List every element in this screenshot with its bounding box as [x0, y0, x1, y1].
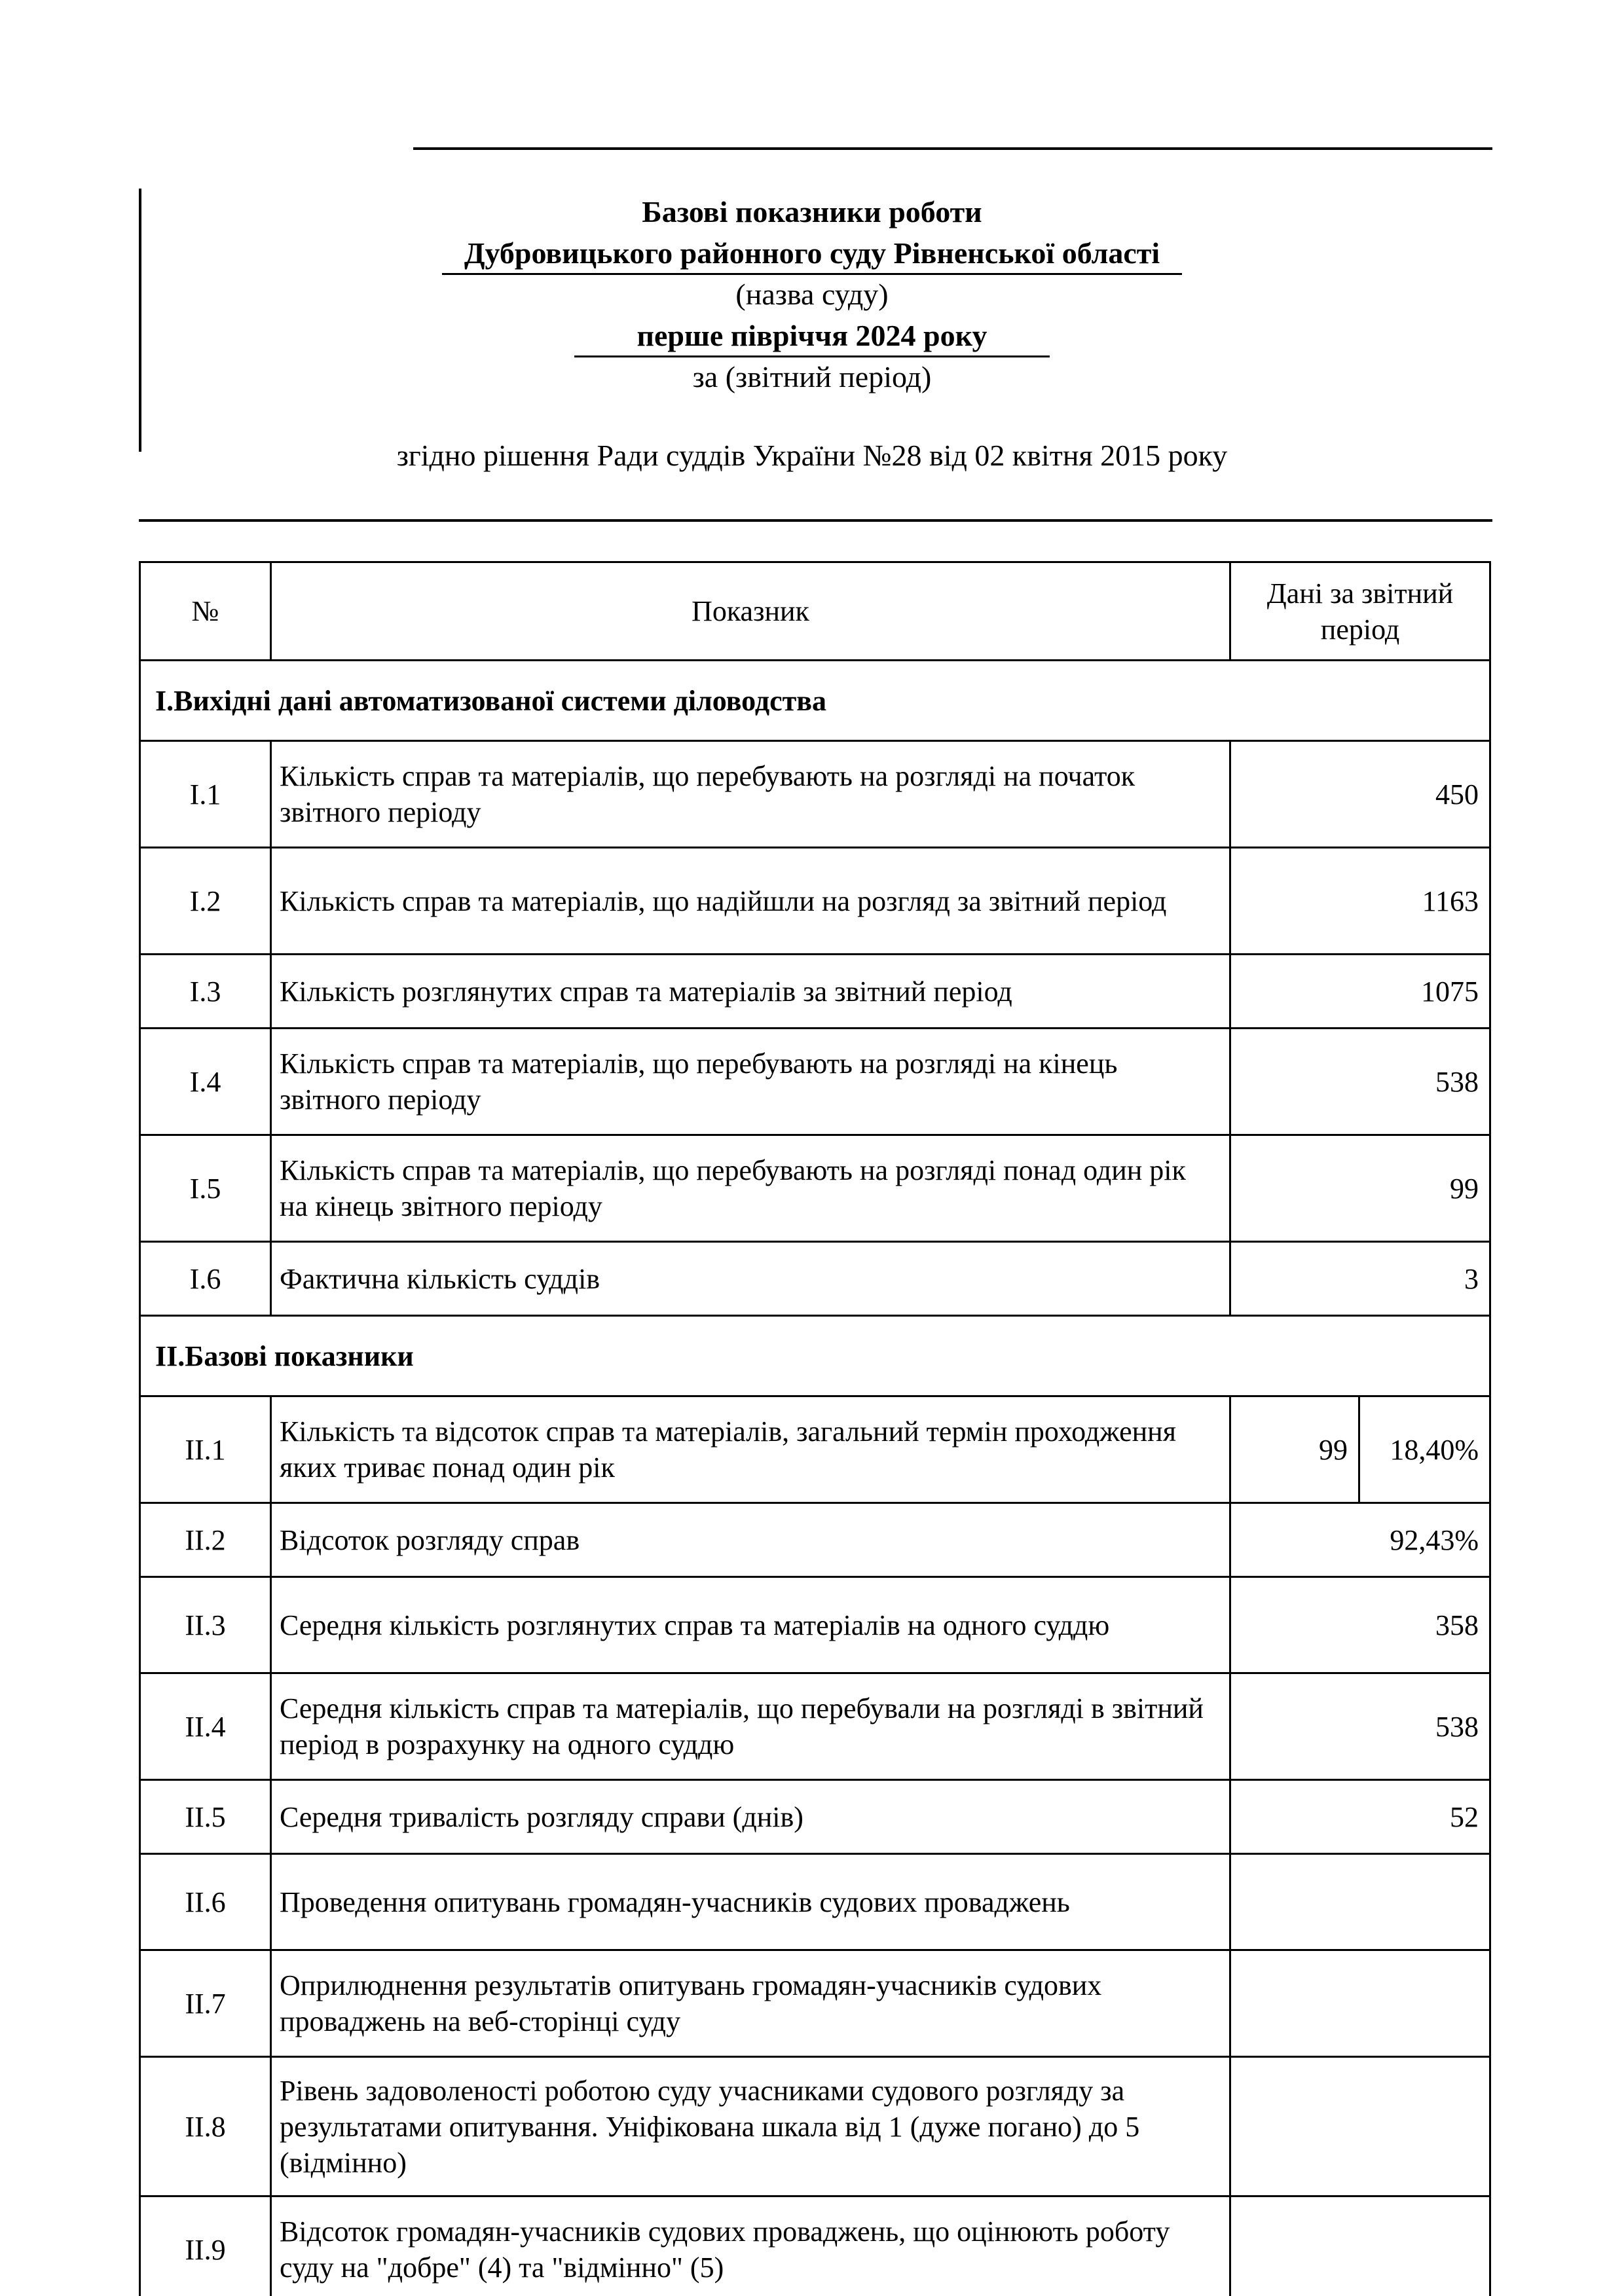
decision-note: згідно рішення Ради суддів України №28 від 02 квітня 2015 року: [396, 439, 1228, 472]
page-title: Базові показники роботи: [642, 195, 982, 228]
row-indicator: Рівень задоволеності роботою суду учасниками судового розгляду за результатами опитування. Уніфікована шкала від 1 (дуже погано) до 5 (відмінно): [271, 2057, 1230, 2196]
row-num: I.5: [140, 1135, 271, 1242]
indicators-table: [139, 561, 1491, 2296]
table-row: [140, 1396, 1490, 1503]
table-row: [140, 1503, 1490, 1577]
col-header-num: №: [140, 562, 271, 661]
row-num: II.6: [140, 1854, 271, 1950]
report-period-caption: за (звітний період): [692, 360, 932, 393]
row-indicator: Оприлюднення результатів опитувань громадян-учасників судових проваджень на веб-сторінці суду: [271, 1950, 1230, 2057]
row-indicator: Середня кількість справ та матеріалів, що перебували на розгляді в звітний період в розрахунку на одного суддю: [271, 1673, 1230, 1780]
row-indicator: Проведення опитувань громадян-учасників судових проваджень: [271, 1854, 1230, 1950]
table-row: [140, 955, 1490, 1029]
row-value: 358: [1230, 1577, 1490, 1673]
row-value: [1230, 2057, 1490, 2196]
row-value: 99: [1230, 1135, 1490, 1242]
row-indicator: Кількість справ та матеріалів, що перебувають на розгляді на початок звітного періоду: [271, 741, 1230, 848]
row-num: II.2: [140, 1503, 271, 1577]
row-num: II.9: [140, 2196, 271, 2296]
table-row: [140, 741, 1490, 848]
table-row: [140, 1854, 1490, 1950]
row-value: 538: [1230, 1673, 1490, 1780]
table-row: [140, 1673, 1490, 1780]
row-value-count: 99: [1230, 1396, 1359, 1503]
table-row: [140, 1242, 1490, 1316]
row-value: 3: [1230, 1242, 1490, 1316]
row-indicator: Кількість справ та матеріалів, що перебувають на розгляді понад один рік на кінець звітного періоду: [271, 1135, 1230, 1242]
table-header-row: [140, 562, 1490, 661]
section-title: II.Базові показники: [140, 1316, 1490, 1396]
table-row: [140, 2057, 1490, 2196]
row-num: II.3: [140, 1577, 271, 1673]
row-value: [1230, 1854, 1490, 1950]
row-indicator: Середня кількість розглянутих справ та матеріалів на одного суддю: [271, 1577, 1230, 1673]
row-num: II.7: [140, 1950, 271, 2057]
row-value: 92,43%: [1230, 1503, 1490, 1577]
row-indicator: Кількість розглянутих справ та матеріалів за звітний період: [271, 955, 1230, 1029]
row-indicator: Відсоток громадян-учасників судових проваджень, що оцінюють роботу суду на "добре" (4) та "відмінно" (5): [271, 2196, 1230, 2296]
row-indicator: Кількість справ та матеріалів, що надійшли на розгляд за звітний період: [271, 848, 1230, 955]
row-num: II.1: [140, 1396, 271, 1503]
row-indicator: Середня тривалість розгляду справи (днів): [271, 1780, 1230, 1854]
table-row: [140, 1950, 1490, 2057]
table-row: [140, 1029, 1490, 1135]
row-num: II.5: [140, 1780, 271, 1854]
report-header: [0, 191, 1624, 397]
section-title: I.Вихідні дані автоматизованої системи діловодства: [140, 661, 1490, 741]
court-name-caption: (назва суду): [735, 278, 889, 311]
row-num: I.1: [140, 741, 271, 848]
report-period-line: [0, 315, 1624, 356]
row-value: 52: [1230, 1780, 1490, 1854]
row-indicator: Кількість справ та матеріалів, що перебувають на розгляді на кінець звітного періоду: [271, 1029, 1230, 1135]
court-name-line: [0, 232, 1624, 274]
table-row: [140, 2196, 1490, 2296]
header-bottom-rule: [139, 519, 1492, 522]
row-num: II.8: [140, 2057, 271, 2196]
row-num: I.4: [140, 1029, 271, 1135]
section-row: [140, 1316, 1490, 1396]
row-value-percent: 18,40%: [1359, 1396, 1490, 1503]
header-top-rule: [413, 147, 1492, 150]
section-row: [140, 661, 1490, 741]
row-num: II.4: [140, 1673, 271, 1780]
row-indicator: Фактична кількість суддів: [271, 1242, 1230, 1316]
court-name: Дубровицького районного суду Рівненської області: [442, 236, 1182, 275]
table-row: [140, 848, 1490, 955]
row-value: 538: [1230, 1029, 1490, 1135]
row-num: I.3: [140, 955, 271, 1029]
report-period: перше півріччя 2024 року: [574, 319, 1050, 357]
col-header-data: Дані за звітний період: [1230, 562, 1490, 661]
row-value: 450: [1230, 741, 1490, 848]
row-value: 1163: [1230, 848, 1490, 955]
col-header-indicator: Показник: [271, 562, 1230, 661]
row-indicator: Відсоток розгляду справ: [271, 1503, 1230, 1577]
row-value: [1230, 2196, 1490, 2296]
row-indicator: Кількість та відсоток справ та матеріалів, загальний термін проходження яких триває понад один рік: [271, 1396, 1230, 1503]
row-num: I.6: [140, 1242, 271, 1316]
table-row: [140, 1780, 1490, 1854]
table-row: [140, 1135, 1490, 1242]
row-num: I.2: [140, 848, 271, 955]
row-value: [1230, 1950, 1490, 2057]
table-row: [140, 1577, 1490, 1673]
row-value: 1075: [1230, 955, 1490, 1029]
